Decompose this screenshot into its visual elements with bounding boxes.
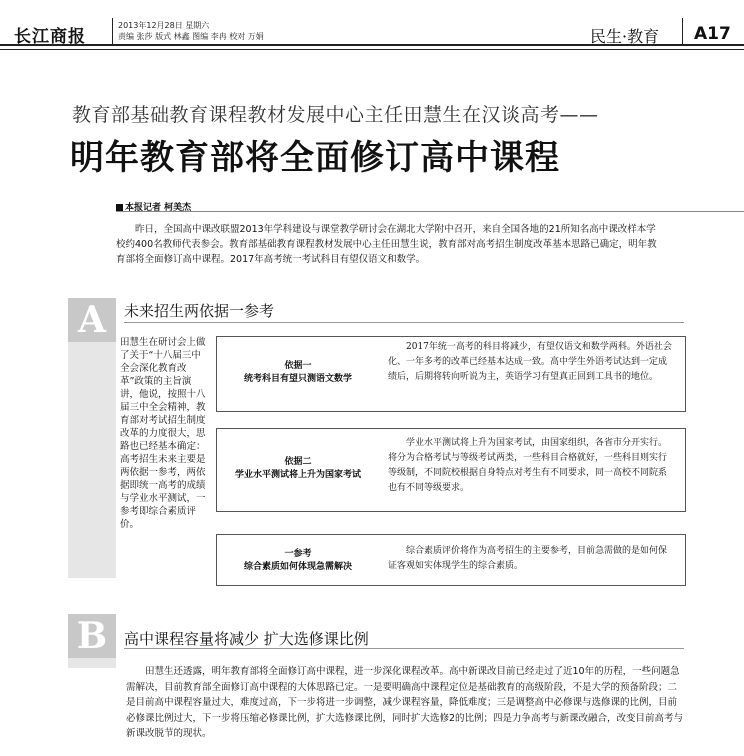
header-divider-right bbox=[682, 18, 683, 44]
section-b-title: 高中课程容量将减少 扩大选修课比例 bbox=[124, 630, 369, 648]
basis-2-desc: 学业水平测试将上升为国家考试，由国家组织，各省市分开实行。将分为合格考试与等级考试两类，一些科目合格就好，一些科目则实行等级制，不同院校根据自身特点对考生有不同要求，同一高校不同院系也有不同等级要求。 bbox=[388, 438, 668, 493]
basis-1-label-bottom: 统考科目有望只测语文数学 bbox=[243, 374, 352, 384]
headline: 明年教育部将全面修订高中课程 bbox=[70, 138, 560, 178]
basis-2-label-top: 依据二 bbox=[284, 457, 312, 467]
section-a-rule bbox=[124, 322, 684, 323]
basis-1-label-top: 依据一 bbox=[284, 361, 312, 371]
section-a-letter: A bbox=[68, 298, 116, 342]
section-b-body: 田慧生还透露，明年教育部将全面修订高中课程，进一步深化课程改革。高中新课改目前已经走过了近10年的历程，一些问题急需解决，目前教育部全面修订高中课程的大体思路已定。一是要明确高中课程定位是基础教育的高级阶段，不是大学的预备阶段；二是目前高中课程容量过大，难度过高，下一步将进一步调整，减少课程容量，降低难度；三是调整高中必修课与选修课的比例，目前必修课比例过大，下一步将压缩必修课比例，扩大选修课比例，同时扩大选修2的比例；四是力争高考与新课改融合，改变目前高考与新课改脱节的现状。 bbox=[126, 666, 684, 739]
credits-line: 责编 张莎 版式 林鑫 图编 李冉 校对 万娟 bbox=[118, 32, 264, 41]
basis-1-label bbox=[218, 358, 378, 384]
header-divider bbox=[112, 18, 113, 44]
section-b-rule bbox=[124, 648, 684, 649]
lead-paragraph: 昨日，全国高中课改联盟2013年学科建设与课堂教学研讨会在湖北大学附中召开，来自全国各地的21所知名高中课改样本学校约400名教师代表参会。教育部基础教育课程教材发展中心主任田慧生说，教育部对高考招生制度改革基本思路已确定，明年教育部将全面修订高中课程。2017年高考统一考试科目有望仅语文和数学。 bbox=[116, 224, 657, 265]
section-name: 民生·教育 bbox=[590, 27, 660, 46]
reference-desc: 综合素质评价将作为高考招生的主要参考，目前急需做的是如何保证客观如实体现学生的综合素质。 bbox=[388, 546, 668, 571]
reference-label-top: 一参考 bbox=[284, 549, 312, 559]
date-line: 2013年12月28日 星期六 bbox=[118, 21, 210, 30]
section-a-title: 未来招生两依据一参考 bbox=[124, 302, 275, 320]
basis-2-label-bottom: 学业水平测试将上升为国家考试 bbox=[234, 470, 361, 480]
section-b-letter: B bbox=[68, 614, 116, 658]
byline-text: 本报记者 柯美杰 bbox=[125, 203, 192, 213]
basis-1-desc: 2017年统一高考的科目将减少，有望仅语文和数学两科。外语社会化、一年多考的改革已经基本达成一致。高中学生外语考试达到一定成绩后，后期将转向听说为主，英语学习有望真正回到工具书的地位。 bbox=[388, 342, 672, 382]
section-a-sidebar: 田慧生在研讨会上做了关于“十八届三中全会深化教育改革”政策的主旨演讲，他说，按照十八届三中全会精神，教育部对考试招生制度改革的力度很大，思路也已经基本确定：高考招生未来主要是两依据一参考，两依据即统一高考的成绩与学业水平测试，一参考即综合素质评价。 bbox=[120, 337, 206, 530]
kicker-title: 教育部基础教育课程教材发展中心主任田慧生在汉谈高考—— bbox=[72, 104, 599, 126]
header-rule-thin bbox=[0, 49, 744, 50]
page-number: A17 bbox=[694, 24, 731, 44]
basis-2-label bbox=[218, 454, 378, 480]
header-meta bbox=[118, 20, 264, 42]
header-rule bbox=[0, 44, 744, 46]
reference-label bbox=[218, 546, 378, 572]
byline-rule bbox=[116, 211, 744, 212]
masthead: 长江商报 bbox=[14, 27, 86, 47]
reference-label-bottom: 综合素质如何体现急需解决 bbox=[243, 562, 352, 572]
byline-marker bbox=[116, 204, 123, 211]
